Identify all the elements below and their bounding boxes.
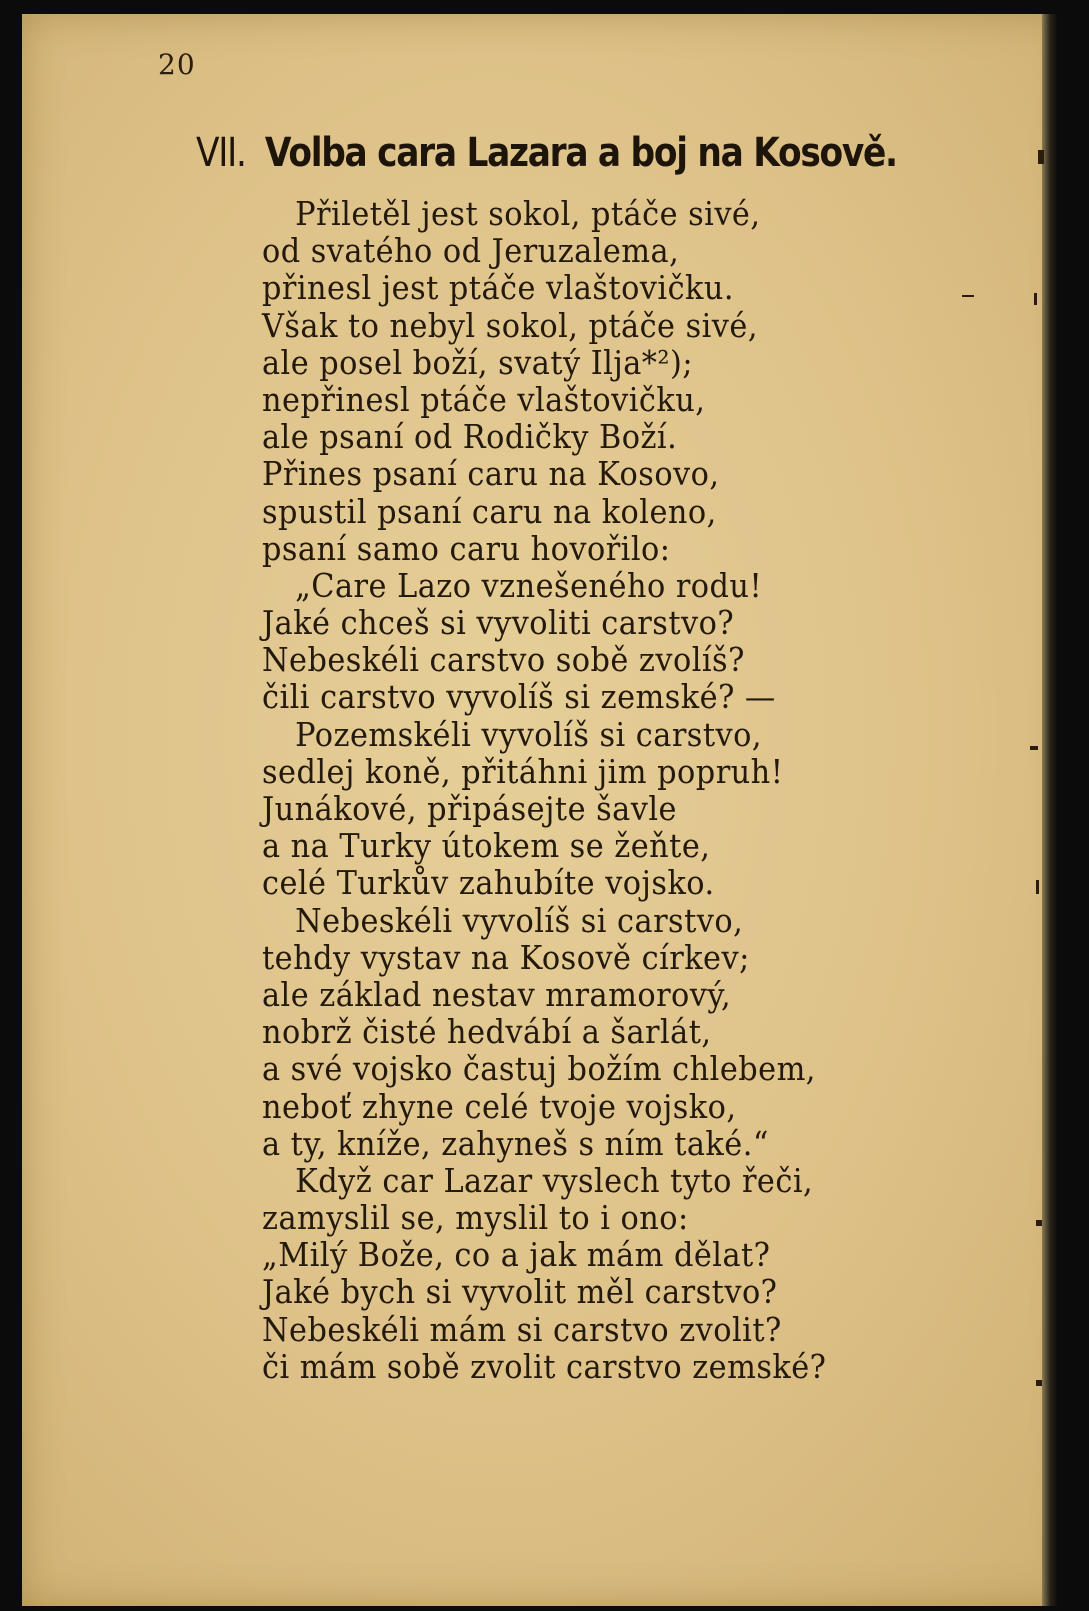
poem-line: Však to nebyl sokol, ptáče sivé, xyxy=(262,305,758,345)
poem-line: psaní samo caru hovořilo: xyxy=(262,528,671,568)
chapter-heading xyxy=(196,130,901,176)
poem-line: neboť zhyne celé tvoje vojsko, xyxy=(262,1086,737,1126)
poem-line: Přines psaní caru na Kosovo, xyxy=(262,454,720,494)
ink-speck xyxy=(1036,880,1039,894)
poem-line: nobrž čisté hedvábí a šarlát, xyxy=(262,1012,712,1052)
poem-line: „Care Lazo vznešeného rodu! xyxy=(295,565,763,605)
ink-speck xyxy=(1030,746,1038,750)
poem-line: Jaké chceš si vyvoliti carstvo? xyxy=(262,603,735,643)
poem-line: „Milý Bože, co a jak mám dělat? xyxy=(262,1235,771,1275)
poem-line: spustil psaní caru na koleno, xyxy=(262,491,717,531)
chapter-number: VII. xyxy=(196,130,246,176)
poem-line: Nebeskéli mám si carstvo zvolit? xyxy=(262,1309,782,1349)
poem-line: čili carstvo vyvolíš si zemské? — xyxy=(262,677,776,717)
poem-line: nepřinesl ptáče vlaštovičku, xyxy=(262,379,706,419)
page-number: 20 xyxy=(158,48,196,81)
poem-line: celé Turkův zahubíte vojsko. xyxy=(262,863,715,903)
poem-line: Pozemskéli vyvolíš si carstvo, xyxy=(295,714,762,754)
poem-text xyxy=(262,195,902,1385)
poem-line: sedlej koně, přitáhni jim popruh! xyxy=(262,751,784,791)
poem-line: tehdy vystav na Kosově církev; xyxy=(262,937,750,977)
ink-speck xyxy=(1038,150,1044,164)
poem-line: přinesl jest ptáče vlaštovičku. xyxy=(262,268,735,308)
poem-line: Nebeskéli vyvolíš si carstvo, xyxy=(295,900,744,940)
poem-line: Když car Lazar vyslech tyto řeči, xyxy=(295,1160,814,1200)
poem-line: a na Turky útokem se žeňte, xyxy=(262,826,711,866)
book-spine-shadow xyxy=(1042,14,1089,1606)
ink-speck xyxy=(962,295,974,297)
poem-line: ale psaní od Rodičky Boží. xyxy=(262,417,678,457)
poem-line: Přiletěl jest sokol, ptáče sivé, xyxy=(295,194,761,233)
poem-line: ale posel boží, svatý Ilja*²); xyxy=(262,342,694,382)
poem-line: a ty, kníže, zahyneš s ním také.“ xyxy=(262,1123,769,1163)
chapter-title: Volba cara Lazara a boj na Kosově. xyxy=(264,130,897,176)
ink-speck xyxy=(1036,1220,1042,1226)
poem-line: Jaké bych si vyvolit měl carstvo? xyxy=(262,1272,778,1312)
poem-line: od svatého od Jeruzalema, xyxy=(262,231,680,271)
ink-speck xyxy=(1034,293,1037,305)
poem-line: Nebeskéli carstvo sobě zvolíš? xyxy=(262,640,745,680)
poem-line: zamyslil se, myslil to i ono: xyxy=(262,1198,689,1238)
poem-line: Junákové, připásejte šavle xyxy=(262,789,677,828)
ink-speck xyxy=(1036,1380,1042,1386)
poem-line: ale základ nestav mramorový, xyxy=(262,974,732,1014)
poem-line: či mám sobě zvolit carstvo zemské? xyxy=(262,1346,827,1386)
poem-line: a své vojsko častuj božím chlebem, xyxy=(262,1049,816,1089)
